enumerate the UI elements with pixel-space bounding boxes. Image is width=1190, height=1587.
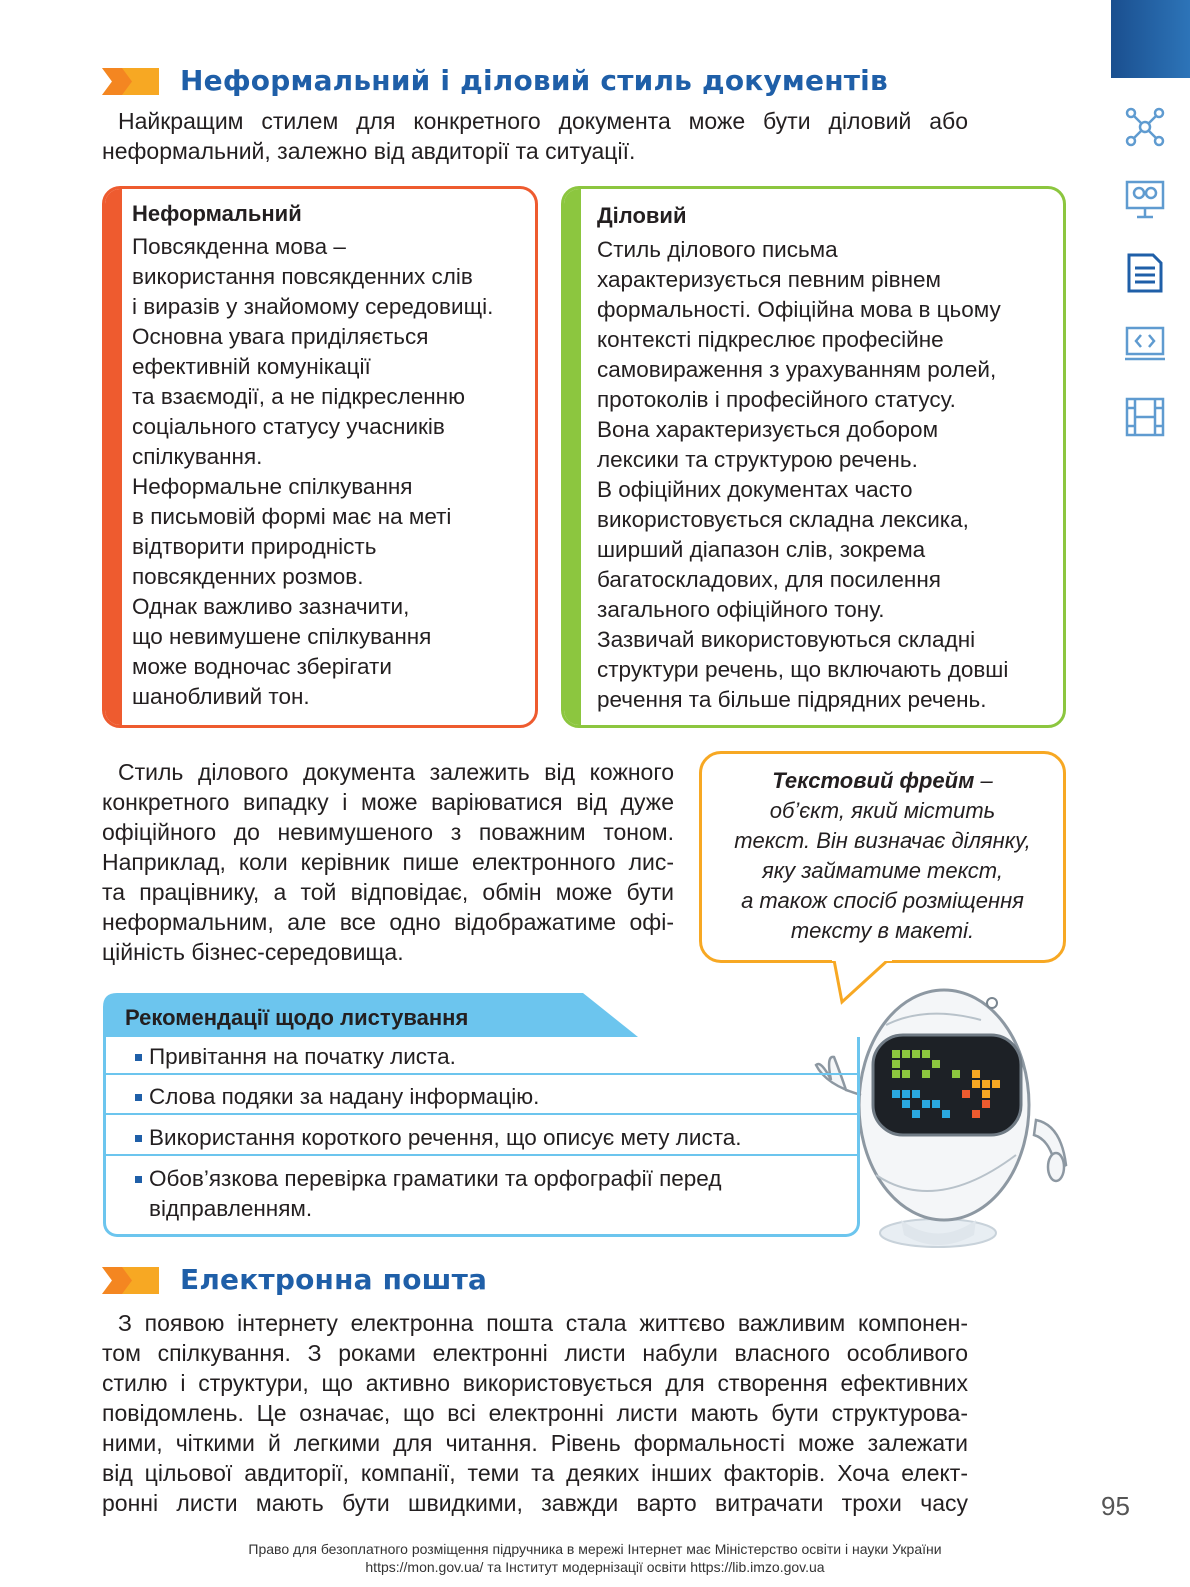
informal-style-card: [102, 186, 538, 728]
callout-line: текст. Він визначає ділянку,: [734, 828, 1031, 853]
para-line: та працівнику, а той відповідає, обмін може бути: [102, 879, 674, 905]
para-line: Стиль ділового документа залежить від кожного: [118, 759, 674, 785]
intro-paragraph: [102, 106, 968, 166]
network-icon: [1124, 106, 1166, 148]
recommendations-list: [103, 1037, 860, 1237]
para-line: З появою інтернету електронна пошта стала життєво важливим компонен-: [118, 1310, 968, 1336]
style-paragraph: [102, 757, 674, 967]
callout-term: Текстовий фрейм: [772, 768, 975, 793]
callout-line: тексту в макеті.: [790, 918, 975, 943]
list-item-text: Привітання на початку листа.: [149, 1044, 456, 1069]
intro-line: Найкращим стилем для конкретного документа може бути діловий або: [118, 108, 968, 134]
card-text: Стиль ділового письма характеризується певним рівнем формальності. Офіційна мова в цьому контексті підкреслює професійне самовираження з урахуванням ролей, протоколів і професійного статусу. Вона характеризується добором лексики та структурою речень. В офіційних документах часто використовується складна лексика, ширший діапазон слів, зокрема багатоскладових, для посилення загального офіційного тону. Зазвичай використовуються складні структури речень, що включають довші речення та більше підрядних речень.: [597, 237, 1009, 712]
card-title: Неформальний: [132, 201, 302, 226]
bullet-icon: [135, 1094, 142, 1101]
divider: [106, 1113, 857, 1115]
callout-line: а також спосіб розміщення: [741, 888, 1024, 913]
heading-flag-icon: [102, 1267, 159, 1294]
list-item: [106, 1082, 857, 1112]
list-item-text: Використання короткого речення, що описує мету листа.: [149, 1125, 742, 1150]
page-number: 95: [1101, 1491, 1130, 1521]
heading-flag-icon: [102, 68, 159, 95]
callout-dash: –: [974, 768, 993, 793]
email-paragraph: [102, 1308, 968, 1518]
definition-callout: [699, 751, 1066, 963]
para-line: конкретного випадку і може варіюватися від дуже: [102, 789, 674, 815]
business-style-card: [561, 186, 1066, 728]
footer-line: Право для безоплатного розміщення підручника в мережі Інтернет має Міністерство освіти і науки України: [248, 1541, 942, 1557]
section-title-email: Електронна пошта: [180, 1263, 488, 1296]
bullet-icon: [135, 1176, 142, 1183]
card-title: Діловий: [597, 203, 687, 228]
para-line: Наприклад, коли керівник пише електронного лис-: [102, 849, 674, 875]
recommendations-title: Рекомендації щодо листування: [125, 1005, 469, 1030]
card-text: Повсякденна мова – використання повсякденних слів і виразів у знайомому середовищі. Основна увага приділяється ефективній комунікації та взаємодії, а не підкресленню соціального статусу учасників спілкування. Неформальне спілкування в письмовій формі має на меті відтворити природність повсякденних розмов. Однак важливо зазначити, що невимушене спілкування може водночас зберігати шанобливий тон.: [132, 234, 494, 709]
para-line: від цільової авдиторії, компанії, теми та деяких інших факторів. Хоча елект-: [102, 1460, 968, 1486]
para-line: ційність бізнес-середовища.: [102, 939, 404, 965]
section-title-styles: Неформальний і діловий стиль документів: [180, 64, 888, 97]
divider: [106, 1073, 857, 1075]
list-item: [106, 1164, 857, 1224]
list-item: [106, 1042, 857, 1072]
footer-line: https://mon.gov.ua/ та Інститут модернізації освіти https://lib.imzo.gov.ua: [365, 1559, 825, 1575]
list-item: [106, 1123, 857, 1153]
bullet-icon: [135, 1135, 142, 1142]
divider: [106, 1154, 857, 1156]
sidebar-tab: [1111, 0, 1190, 78]
document-icon: [1124, 252, 1166, 294]
video-icon: [1124, 396, 1166, 438]
card-accent-bar: [105, 189, 122, 725]
para-line: офіційного до невимушеного з поважним тоном.: [102, 819, 674, 845]
para-line: неформальним, але все одно відображатиме офі-: [102, 909, 674, 935]
para-line: том спілкування. З роками електронні листи набули власного особливого: [102, 1340, 968, 1366]
para-line: ронні листи мають бути швидкими, завжди варто витрачати трохи часу: [102, 1490, 968, 1516]
list-item-text: Слова подяки за надану інформацію.: [149, 1084, 540, 1109]
callout-line: об’єкт, який містить: [769, 798, 996, 823]
para-line: повідомлень. Це означає, що всі електронні листи мають бути структурова-: [102, 1400, 968, 1426]
bullet-icon: [135, 1054, 142, 1061]
list-item-text: Обов’язкова перевірка граматики та орфографії перед відправленням.: [149, 1166, 722, 1221]
callout-text: [702, 766, 1063, 946]
card-accent-bar: [564, 189, 581, 725]
para-line: ними, чіткими й легкими для читання. Рівень формальності може залежати: [102, 1430, 968, 1456]
intro-line: неформальний, залежно від авдиторії та ситуації.: [102, 138, 636, 164]
code-icon: [1124, 324, 1166, 366]
para-line: стилю і структури, що активно використовується для створення ефективних: [102, 1370, 968, 1396]
presentation-icon: [1124, 179, 1166, 221]
callout-line: яку займатиме текст,: [762, 858, 1003, 883]
